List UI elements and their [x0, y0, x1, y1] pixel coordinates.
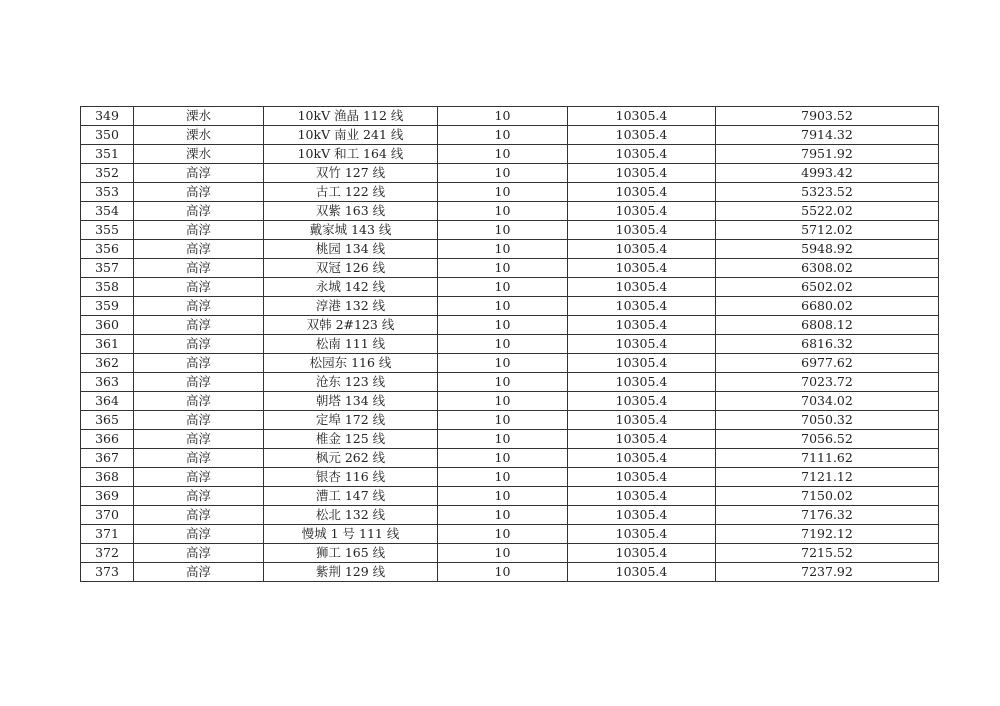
district-cell: 高淳: [134, 392, 264, 411]
table-row: [81, 145, 939, 164]
line-name-cell: 松园东 116 线: [264, 354, 438, 373]
voltage-cell: 10: [438, 259, 568, 278]
district-cell: 高淳: [134, 506, 264, 525]
line-name-cell: 松南 111 线: [264, 335, 438, 354]
district-cell: 高淳: [134, 316, 264, 335]
district-cell: 高淳: [134, 240, 264, 259]
line-data-table: [80, 106, 939, 582]
value-a-cell: 10305.4: [568, 544, 716, 563]
voltage-cell: 10: [438, 544, 568, 563]
row-number-cell: 363: [81, 373, 134, 392]
value-a-cell: 10305.4: [568, 411, 716, 430]
value-a-cell: 10305.4: [568, 316, 716, 335]
voltage-cell: 10: [438, 373, 568, 392]
value-b-cell: 6502.02: [716, 278, 939, 297]
value-a-cell: 10305.4: [568, 335, 716, 354]
voltage-cell: 10: [438, 183, 568, 202]
table-row: [81, 354, 939, 373]
value-b-cell: 7050.32: [716, 411, 939, 430]
value-b-cell: 5712.02: [716, 221, 939, 240]
district-cell: 高淳: [134, 278, 264, 297]
district-cell: 高淳: [134, 487, 264, 506]
value-a-cell: 10305.4: [568, 145, 716, 164]
line-name-cell: 淳港 132 线: [264, 297, 438, 316]
voltage-cell: 10: [438, 107, 568, 126]
value-b-cell: 7111.62: [716, 449, 939, 468]
line-name-cell: 朝塔 134 线: [264, 392, 438, 411]
row-number-cell: 360: [81, 316, 134, 335]
line-name-cell: 枫元 262 线: [264, 449, 438, 468]
district-cell: 高淳: [134, 373, 264, 392]
table-row: [81, 468, 939, 487]
value-a-cell: 10305.4: [568, 468, 716, 487]
table-row: [81, 449, 939, 468]
row-number-cell: 357: [81, 259, 134, 278]
value-b-cell: 6816.32: [716, 335, 939, 354]
table-row: [81, 316, 939, 335]
table-row: [81, 278, 939, 297]
line-name-cell: 沧东 123 线: [264, 373, 438, 392]
value-a-cell: 10305.4: [568, 278, 716, 297]
row-number-cell: 361: [81, 335, 134, 354]
line-name-cell: 桃园 134 线: [264, 240, 438, 259]
value-a-cell: 10305.4: [568, 107, 716, 126]
value-b-cell: 5323.52: [716, 183, 939, 202]
table-row: [81, 373, 939, 392]
value-b-cell: 6680.02: [716, 297, 939, 316]
table-row: [81, 107, 939, 126]
voltage-cell: 10: [438, 202, 568, 221]
voltage-cell: 10: [438, 221, 568, 240]
value-a-cell: 10305.4: [568, 430, 716, 449]
district-cell: 高淳: [134, 183, 264, 202]
value-b-cell: 5948.92: [716, 240, 939, 259]
value-b-cell: 4993.42: [716, 164, 939, 183]
line-name-cell: 双紫 163 线: [264, 202, 438, 221]
district-cell: 高淳: [134, 164, 264, 183]
value-b-cell: 7056.52: [716, 430, 939, 449]
row-number-cell: 365: [81, 411, 134, 430]
row-number-cell: 370: [81, 506, 134, 525]
table-row: [81, 259, 939, 278]
table-row: [81, 487, 939, 506]
row-number-cell: 358: [81, 278, 134, 297]
line-name-cell: 10kV 南业 241 线: [264, 126, 438, 145]
voltage-cell: 10: [438, 316, 568, 335]
line-name-cell: 松北 132 线: [264, 506, 438, 525]
table-row: [81, 506, 939, 525]
voltage-cell: 10: [438, 487, 568, 506]
voltage-cell: 10: [438, 126, 568, 145]
value-b-cell: 5522.02: [716, 202, 939, 221]
value-a-cell: 10305.4: [568, 354, 716, 373]
voltage-cell: 10: [438, 278, 568, 297]
value-a-cell: 10305.4: [568, 183, 716, 202]
value-a-cell: 10305.4: [568, 297, 716, 316]
district-cell: 溧水: [134, 145, 264, 164]
value-a-cell: 10305.4: [568, 506, 716, 525]
line-name-cell: 古工 122 线: [264, 183, 438, 202]
value-b-cell: 7150.02: [716, 487, 939, 506]
voltage-cell: 10: [438, 335, 568, 354]
voltage-cell: 10: [438, 468, 568, 487]
district-cell: 高淳: [134, 468, 264, 487]
voltage-cell: 10: [438, 563, 568, 582]
row-number-cell: 353: [81, 183, 134, 202]
value-b-cell: 7023.72: [716, 373, 939, 392]
table-row: [81, 202, 939, 221]
line-name-cell: 戴家城 143 线: [264, 221, 438, 240]
row-number-cell: 373: [81, 563, 134, 582]
district-cell: 高淳: [134, 544, 264, 563]
row-number-cell: 368: [81, 468, 134, 487]
value-b-cell: 7237.92: [716, 563, 939, 582]
line-name-cell: 狮工 165 线: [264, 544, 438, 563]
value-a-cell: 10305.4: [568, 392, 716, 411]
district-cell: 高淳: [134, 221, 264, 240]
value-a-cell: 10305.4: [568, 126, 716, 145]
value-b-cell: 7903.52: [716, 107, 939, 126]
value-b-cell: 6808.12: [716, 316, 939, 335]
value-a-cell: 10305.4: [568, 373, 716, 392]
line-name-cell: 紫荆 129 线: [264, 563, 438, 582]
value-a-cell: 10305.4: [568, 259, 716, 278]
row-number-cell: 369: [81, 487, 134, 506]
district-cell: 高淳: [134, 430, 264, 449]
table-row: [81, 430, 939, 449]
row-number-cell: 354: [81, 202, 134, 221]
row-number-cell: 352: [81, 164, 134, 183]
voltage-cell: 10: [438, 240, 568, 259]
row-number-cell: 364: [81, 392, 134, 411]
district-cell: 高淳: [134, 297, 264, 316]
district-cell: 高淳: [134, 563, 264, 582]
line-name-cell: 10kV 渔晶 112 线: [264, 107, 438, 126]
row-number-cell: 355: [81, 221, 134, 240]
table-row: [81, 297, 939, 316]
voltage-cell: 10: [438, 525, 568, 544]
row-number-cell: 351: [81, 145, 134, 164]
district-cell: 溧水: [134, 107, 264, 126]
value-b-cell: 7914.32: [716, 126, 939, 145]
table-row: [81, 221, 939, 240]
value-a-cell: 10305.4: [568, 525, 716, 544]
table-row: [81, 335, 939, 354]
line-name-cell: 10kV 和工 164 线: [264, 145, 438, 164]
value-a-cell: 10305.4: [568, 164, 716, 183]
table-row: [81, 563, 939, 582]
table-row: [81, 525, 939, 544]
voltage-cell: 10: [438, 430, 568, 449]
value-a-cell: 10305.4: [568, 202, 716, 221]
voltage-cell: 10: [438, 449, 568, 468]
table-row: [81, 411, 939, 430]
value-b-cell: 6308.02: [716, 259, 939, 278]
value-b-cell: 7951.92: [716, 145, 939, 164]
value-b-cell: 7192.12: [716, 525, 939, 544]
voltage-cell: 10: [438, 297, 568, 316]
value-b-cell: 7121.12: [716, 468, 939, 487]
value-b-cell: 7176.32: [716, 506, 939, 525]
line-name-cell: 椎金 125 线: [264, 430, 438, 449]
table-row: [81, 240, 939, 259]
row-number-cell: 356: [81, 240, 134, 259]
line-name-cell: 漕工 147 线: [264, 487, 438, 506]
row-number-cell: 359: [81, 297, 134, 316]
district-cell: 高淳: [134, 202, 264, 221]
line-name-cell: 慢城 1 号 111 线: [264, 525, 438, 544]
value-a-cell: 10305.4: [568, 240, 716, 259]
value-b-cell: 7215.52: [716, 544, 939, 563]
value-a-cell: 10305.4: [568, 563, 716, 582]
voltage-cell: 10: [438, 506, 568, 525]
line-name-cell: 双竹 127 线: [264, 164, 438, 183]
voltage-cell: 10: [438, 354, 568, 373]
row-number-cell: 372: [81, 544, 134, 563]
line-name-cell: 定埠 172 线: [264, 411, 438, 430]
row-number-cell: 349: [81, 107, 134, 126]
district-cell: 高淳: [134, 525, 264, 544]
line-name-cell: 永城 142 线: [264, 278, 438, 297]
voltage-cell: 10: [438, 392, 568, 411]
table-row: [81, 183, 939, 202]
value-b-cell: 7034.02: [716, 392, 939, 411]
district-cell: 高淳: [134, 335, 264, 354]
row-number-cell: 367: [81, 449, 134, 468]
voltage-cell: 10: [438, 411, 568, 430]
value-a-cell: 10305.4: [568, 487, 716, 506]
table-row: [81, 392, 939, 411]
value-a-cell: 10305.4: [568, 221, 716, 240]
district-cell: 溧水: [134, 126, 264, 145]
row-number-cell: 371: [81, 525, 134, 544]
table-row: [81, 164, 939, 183]
line-name-cell: 双冠 126 线: [264, 259, 438, 278]
line-name-cell: 银杏 116 线: [264, 468, 438, 487]
district-cell: 高淳: [134, 259, 264, 278]
value-a-cell: 10305.4: [568, 449, 716, 468]
table-row: [81, 544, 939, 563]
district-cell: 高淳: [134, 411, 264, 430]
district-cell: 高淳: [134, 354, 264, 373]
voltage-cell: 10: [438, 145, 568, 164]
table-body: [81, 107, 939, 582]
value-b-cell: 6977.62: [716, 354, 939, 373]
district-cell: 高淳: [134, 449, 264, 468]
voltage-cell: 10: [438, 164, 568, 183]
row-number-cell: 350: [81, 126, 134, 145]
row-number-cell: 366: [81, 430, 134, 449]
table-row: [81, 126, 939, 145]
line-name-cell: 双韩 2#123 线: [264, 316, 438, 335]
row-number-cell: 362: [81, 354, 134, 373]
